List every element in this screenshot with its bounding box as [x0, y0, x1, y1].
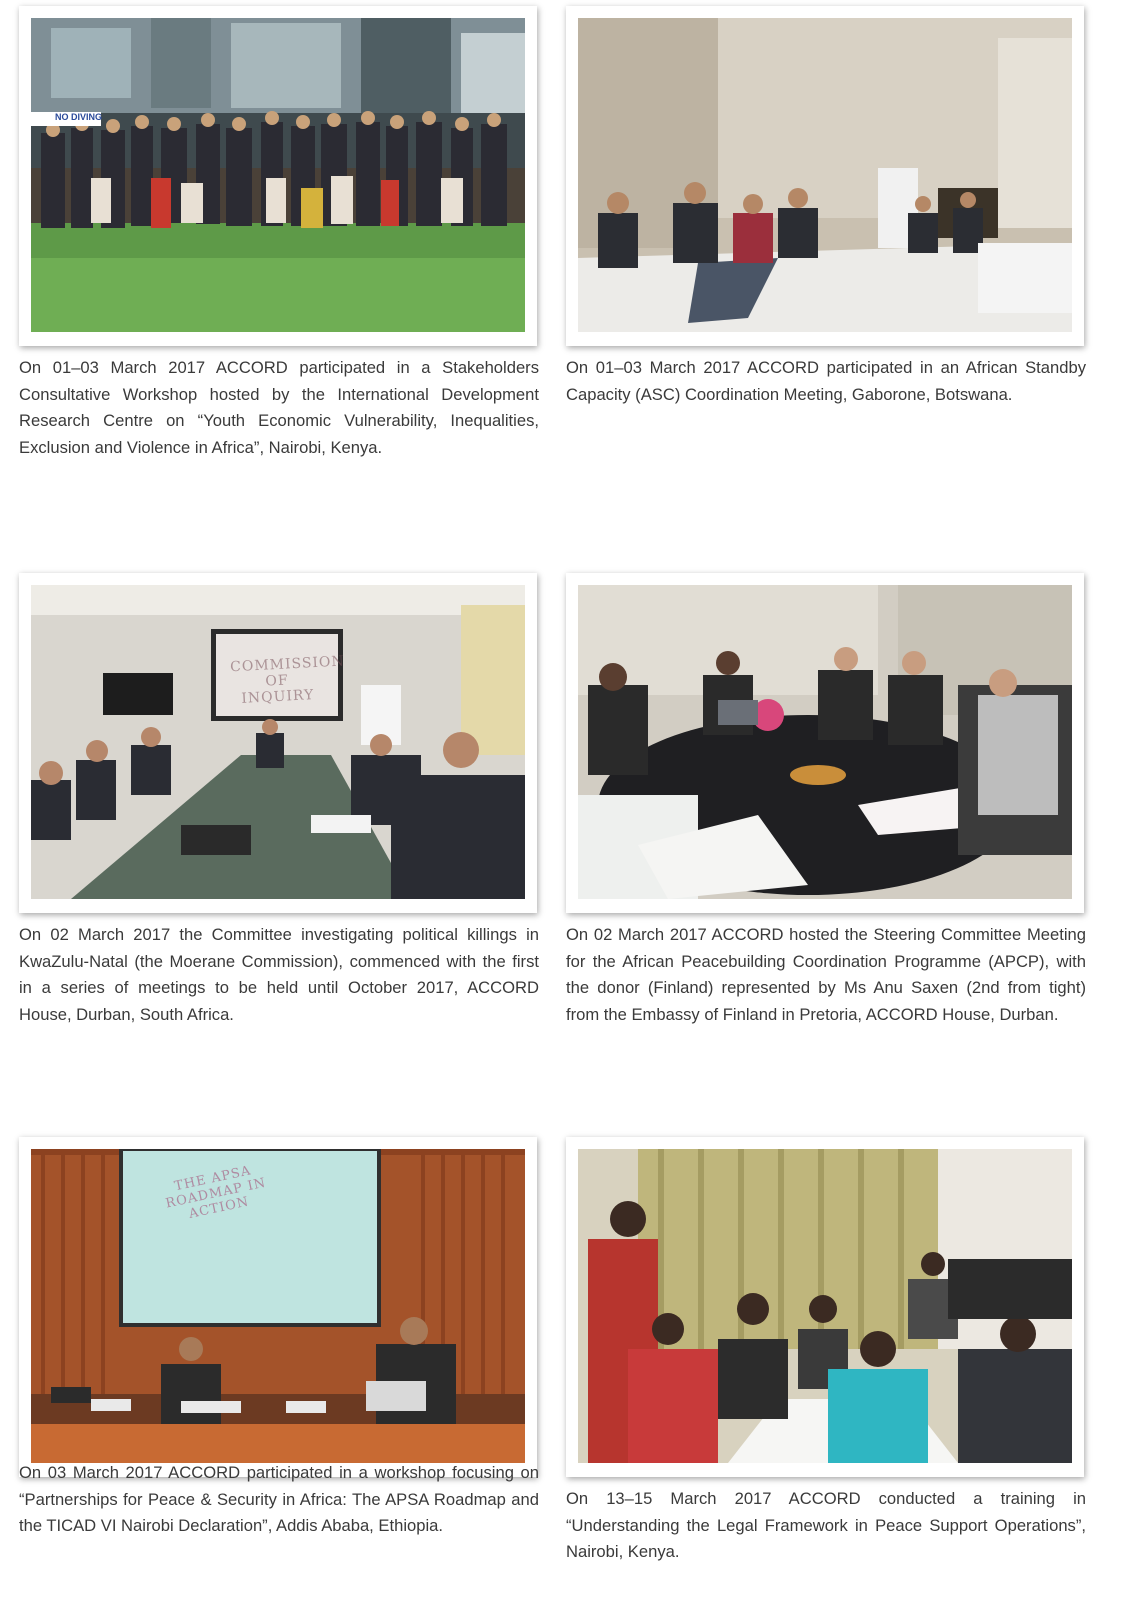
group-photo — [31, 18, 525, 332]
workshop-photo — [31, 1149, 525, 1463]
photo-frame — [19, 1137, 537, 1477]
event-caption: On 13–15 March 2017 ACCORD conducted a training in “Understanding the Legal Framework in Peace Support Operations”, Nairobi, Kenya. — [566, 1489, 1086, 1561]
screen-text: THE APSA ROADMAP IN ACTION — [164, 1163, 268, 1222]
event-caption: On 01–03 March 2017 ACCORD participated in a Stakeholders Consultative Workshop hosted by the International Development Research Centre on “Youth Economic Vulnerability, Inequalities, Exclusion and Violence in Africa”, Nairobi, Kenya. — [19, 358, 539, 457]
meeting-photo — [578, 18, 1072, 332]
photo-frame — [566, 6, 1084, 346]
event-caption: On 02 March 2017 the Committee investigating political killings in KwaZulu-Natal (the Moerane Commission), commenced with the first in a series of meetings to be held until October 2017, ACCORD House, Durban, South Africa. — [19, 925, 539, 1024]
training-photo — [578, 1149, 1072, 1463]
event-caption: On 01–03 March 2017 ACCORD participated in an African Standby Capacity (ASC) Coordination Meeting, Gaborone, Botswana. — [566, 358, 1086, 404]
no-diving-sign: NO DIVING — [55, 112, 103, 122]
photo-frame — [19, 573, 537, 913]
event-caption: On 03 March 2017 ACCORD participated in a workshop focusing on “Partnerships for Peace & Security in Africa: The APSA Roadmap and the TICAD VI Nairobi Declaration”, Addis Ababa, Ethiopia. — [19, 1463, 539, 1535]
photo-frame — [19, 6, 537, 346]
screen-text: COMMISSION OF INQUIRY — [229, 653, 346, 707]
photo-frame — [566, 1137, 1084, 1477]
event-caption: On 02 March 2017 ACCORD hosted the Steering Committee Meeting for the African Peacebuilding Coordination Programme (APCP), with the donor (Finland) represented by Ms Anu Saxen (2nd from tight) from the Embassy of Finland in Pretoria, ACCORD House, Durban. — [566, 925, 1086, 1024]
steering-committee-photo — [578, 585, 1072, 899]
commission-photo — [31, 585, 525, 899]
photo-frame — [566, 573, 1084, 913]
